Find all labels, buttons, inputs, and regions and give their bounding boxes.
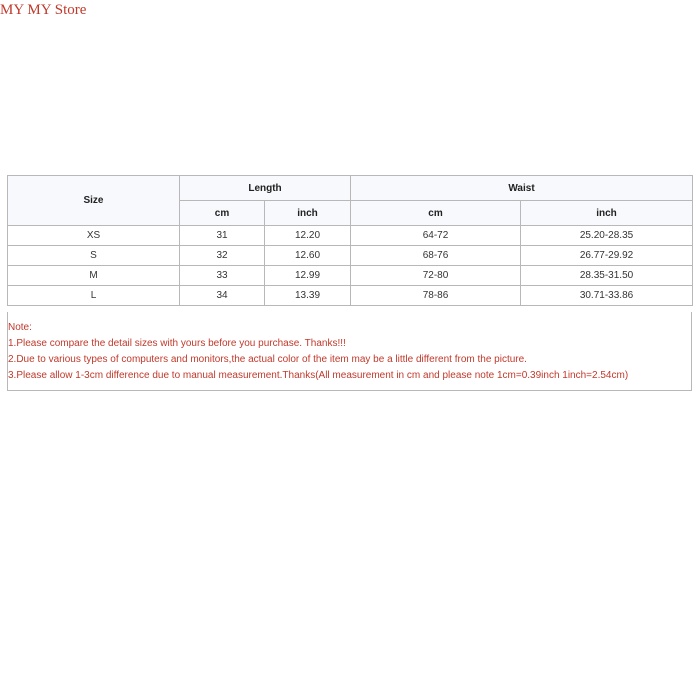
cell-size: M (8, 266, 180, 286)
header-waist-inch: inch (521, 201, 693, 226)
cell-size: S (8, 246, 180, 266)
header-size: Size (8, 176, 180, 226)
notes-title: Note: (8, 322, 32, 333)
cell-waist-cm: 68-76 (351, 246, 521, 266)
header-waist-cm: cm (351, 201, 521, 226)
table-row (8, 246, 693, 266)
note-line: 1.Please compare the detail sizes with yours before you purchase. Thanks!!! (8, 338, 346, 349)
cell-waist-cm: 72-80 (351, 266, 521, 286)
header-length-inch: inch (265, 201, 351, 226)
cell-size: L (8, 286, 180, 306)
size-chart-table (7, 175, 693, 306)
cell-waist-inch: 26.77-29.92 (521, 246, 693, 266)
cell-waist-inch: 28.35-31.50 (521, 266, 693, 286)
cell-length-cm: 33 (180, 266, 265, 286)
cell-waist-inch: 30.71-33.86 (521, 286, 693, 306)
cell-length-cm: 31 (180, 226, 265, 246)
store-name: MY MY Store (0, 2, 87, 18)
cell-waist-cm: 64-72 (351, 226, 521, 246)
note-line: 2.Due to various types of computers and monitors,the actual color of the item may be a little different from the picture. (8, 354, 527, 365)
note-line: 3.Please allow 1-3cm difference due to manual measurement.Thanks(All measurement in cm and please note 1cm=0.39inch 1inch=2.54cm) (8, 370, 629, 381)
cell-length-inch: 13.39 (265, 286, 351, 306)
notes-section (7, 312, 692, 391)
cell-size: XS (8, 226, 180, 246)
cell-waist-inch: 25.20-28.35 (521, 226, 693, 246)
table-row (8, 226, 693, 246)
cell-length-inch: 12.99 (265, 266, 351, 286)
cell-length-cm: 32 (180, 246, 265, 266)
table-row (8, 266, 693, 286)
table-row (8, 286, 693, 306)
header-waist: Waist (351, 176, 693, 201)
cell-length-cm: 34 (180, 286, 265, 306)
cell-length-inch: 12.20 (265, 226, 351, 246)
header-length-cm: cm (180, 201, 265, 226)
cell-waist-cm: 78-86 (351, 286, 521, 306)
header-length: Length (180, 176, 351, 201)
cell-length-inch: 12.60 (265, 246, 351, 266)
